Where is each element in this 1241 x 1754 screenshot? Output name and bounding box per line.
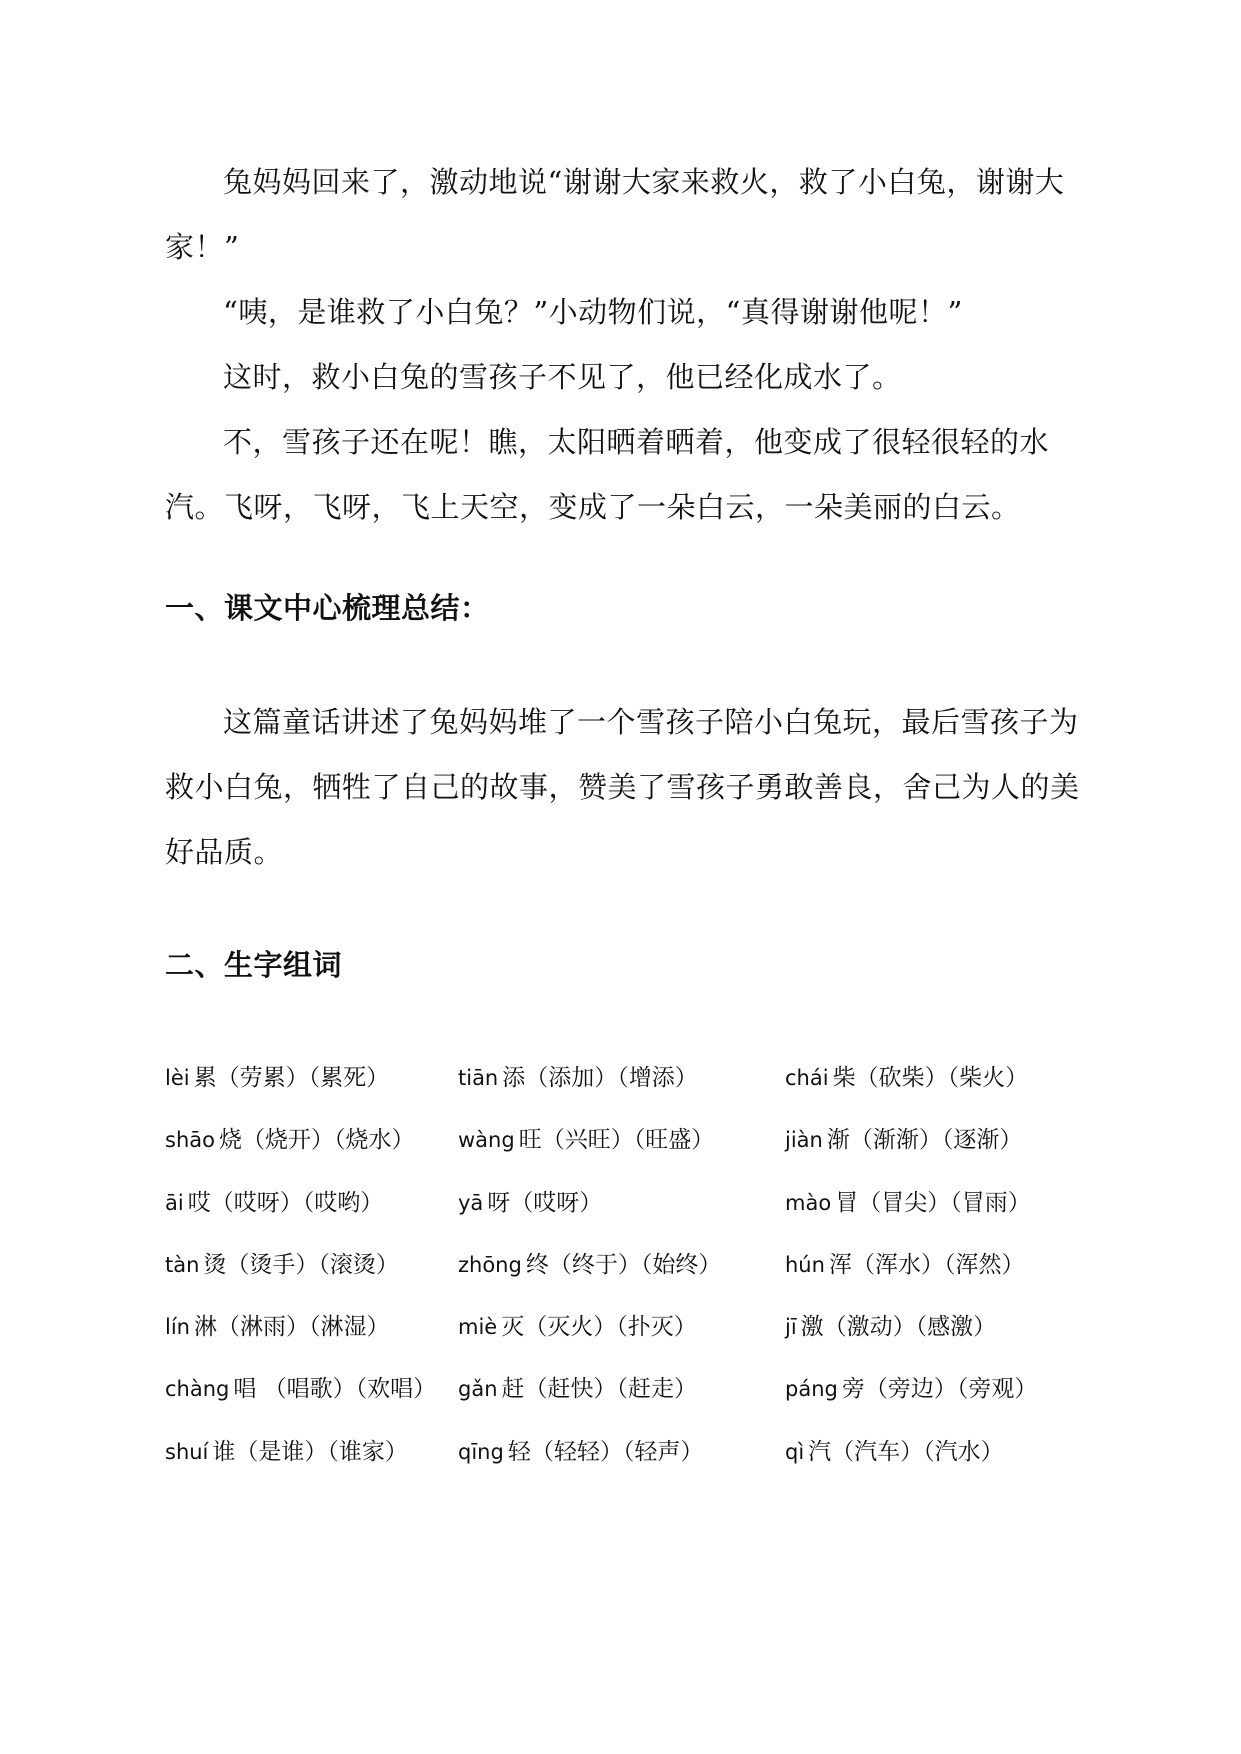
vocabulary-item	[165, 1120, 414, 1160]
word-group: 汽（汽车）（汽水）	[808, 1438, 1004, 1465]
word-group: 激（激动）（感激）	[800, 1314, 997, 1341]
pinyin: jī	[785, 1315, 797, 1340]
word-group: 淋（淋雨）（淋湿）	[193, 1314, 390, 1341]
pinyin: lèi	[165, 1066, 190, 1090]
pinyin: tàn	[165, 1252, 200, 1277]
word-group: 添（添加）（增添）	[502, 1065, 698, 1091]
word-group: 旺（兴旺）（旺盛）	[518, 1127, 715, 1154]
pinyin: lín	[165, 1315, 190, 1340]
vocabulary-item	[458, 1369, 697, 1409]
word-group: 唱 （唱歌）（欢唱）	[233, 1376, 437, 1403]
word-group: 渐（渐渐）（逐渐）	[826, 1127, 1023, 1154]
vocabulary-item	[785, 1058, 1028, 1098]
pinyin: chàng	[165, 1377, 230, 1402]
vocabulary-item	[785, 1369, 1037, 1409]
vocabulary-item	[458, 1432, 703, 1472]
story-paragraph: 兔妈妈回来了，激动地说“谢谢大家来救火，救了小白兔，谢谢大家！”	[165, 165, 1065, 264]
pinyin: chái	[785, 1066, 829, 1090]
vocabulary-item	[165, 1369, 436, 1409]
vocabulary-table	[165, 1058, 1085, 1494]
vocabulary-item	[458, 1120, 714, 1160]
section-heading-summary: 一、课文中心梳理总结：	[165, 591, 490, 625]
word-group: 终（终于）（始终）	[525, 1251, 722, 1278]
pinyin: zhōng	[458, 1252, 522, 1277]
vocabulary-item	[165, 1432, 408, 1472]
word-group: 烧（烧开）（烧水）	[218, 1127, 415, 1154]
vocabulary-item	[785, 1120, 1022, 1160]
word-group: 呀（哎呀）	[487, 1189, 603, 1216]
word-group: 冒（冒尖）（冒雨）	[835, 1189, 1031, 1216]
pinyin: shuí	[165, 1439, 209, 1464]
word-group: 哎（哎呀）（哎哟）	[187, 1189, 384, 1216]
word-group: 谁（是谁）（谁家）	[212, 1438, 408, 1465]
pinyin: qīng	[458, 1439, 504, 1464]
vocabulary-item	[785, 1432, 1004, 1472]
word-group: 烫（烫手）（滚烫）	[203, 1251, 399, 1278]
pinyin: wàng	[458, 1128, 515, 1153]
word-group: 赶（赶快）（赶走）	[501, 1376, 698, 1403]
word-group: 柴（砍柴）（柴火）	[832, 1065, 1029, 1091]
story-paragraph: 不，雪孩子还在呢！瞧，太阳晒着晒着，他变成了很轻很轻的水汽。飞呀，飞呀，飞上天空，变成了一朵白云，一朵美丽的白云。	[165, 425, 1050, 524]
pinyin: miè	[458, 1315, 498, 1340]
vocabulary-row	[165, 1432, 1085, 1494]
vocabulary-row	[165, 1183, 1085, 1245]
vocabulary-row	[165, 1307, 1085, 1369]
vocabulary-item	[165, 1183, 383, 1223]
word-group: 旁（旁边）（旁观）	[841, 1376, 1038, 1403]
vocabulary-item	[785, 1307, 996, 1347]
vocabulary-item	[785, 1245, 1024, 1285]
vocabulary-item	[458, 1307, 697, 1347]
section-heading-vocabulary: 二、生字组词	[165, 948, 343, 982]
pinyin: jiàn	[785, 1128, 823, 1153]
pinyin: páng	[785, 1377, 838, 1402]
vocabulary-row	[165, 1245, 1085, 1307]
pinyin: qì	[785, 1439, 805, 1464]
pinyin: yā	[458, 1190, 484, 1215]
pinyin: shāo	[165, 1128, 215, 1153]
pinyin: mào	[785, 1190, 832, 1215]
vocabulary-item	[165, 1245, 399, 1285]
vocabulary-item	[785, 1183, 1031, 1223]
vocabulary-item	[458, 1245, 721, 1285]
vocabulary-item	[165, 1307, 389, 1347]
vocabulary-item	[165, 1058, 389, 1098]
vocabulary-row	[165, 1369, 1085, 1431]
story-paragraph: “咦，是谁救了小白兔？”小动物们说，“真得谢谢他呢！”	[223, 295, 963, 329]
word-group: 轻（轻轻）（轻声）	[507, 1438, 704, 1465]
story-paragraph: 这时，救小白兔的雪孩子不见了，他已经化成水了。	[223, 360, 902, 394]
pinyin: āi	[165, 1190, 184, 1215]
vocabulary-item	[458, 1183, 602, 1223]
vocabulary-row	[165, 1120, 1085, 1182]
word-group: 浑（浑水）（浑然）	[828, 1251, 1025, 1278]
word-group: 灭（灭火）（扑灭）	[501, 1314, 697, 1341]
pinyin: hún	[785, 1252, 825, 1277]
word-group: 累（劳累）（累死）	[193, 1065, 390, 1091]
pinyin: tiān	[458, 1066, 499, 1090]
vocabulary-item	[458, 1058, 698, 1098]
vocabulary-row	[165, 1058, 1085, 1120]
pinyin: gǎn	[458, 1377, 498, 1402]
story-text	[165, 150, 1085, 540]
summary-paragraph: 这篇童话讲述了兔妈妈堆了一个雪孩子陪小白兔玩，最后雪孩子为救小白兔，牺牲了自己的故事，赞美了雪孩子勇敢善良，舍己为人的美好品质。	[165, 705, 1080, 869]
